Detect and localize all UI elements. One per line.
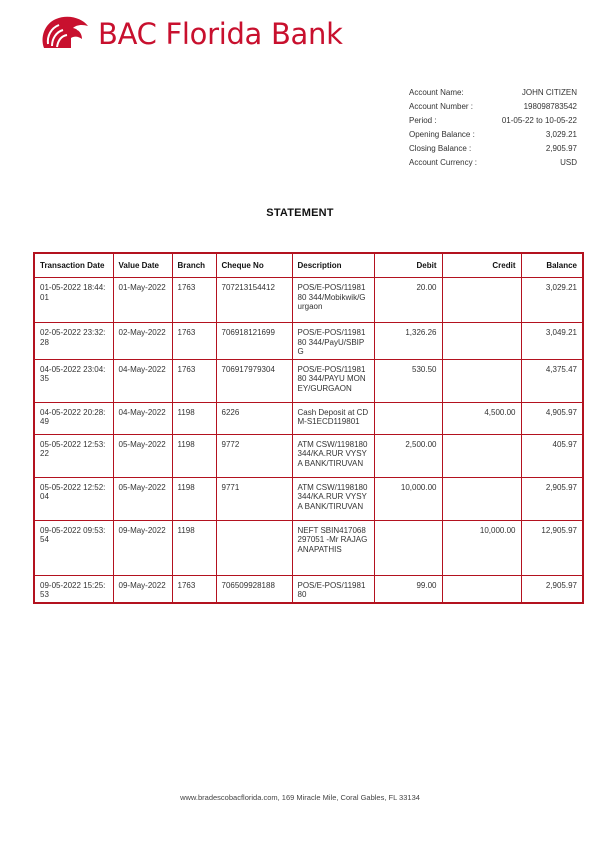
account-info-value: 01-05-22 to 10-05-22 (501, 116, 577, 125)
cell-balance: 4,905.97 (521, 402, 583, 434)
cell-transaction-date: 05-05-2022 12:53:22 (34, 434, 113, 477)
cell-debit: 2,500.00 (374, 434, 442, 477)
cell-cheque-no: 6226 (216, 402, 292, 434)
account-info-row (409, 86, 577, 100)
cell-description: ATM CSW/1198180344/KA.RUR VYSYA BANK/TIRUVAN (292, 477, 374, 520)
cell-cheque-no: 706509928188 (216, 575, 292, 603)
cell-balance: 2,905.97 (521, 575, 583, 603)
cell-description: POS/E-POS/1198180 344/PAYU MONEY/GURGAON (292, 359, 374, 402)
col-transaction-date: Transaction Date (34, 253, 113, 278)
cell-debit: 530.50 (374, 359, 442, 402)
cell-debit: 20.00 (374, 278, 442, 323)
col-branch: Branch (172, 253, 216, 278)
bank-name: BAC Florida Bank (98, 17, 343, 51)
lion-head-icon (38, 14, 92, 54)
account-info (409, 86, 577, 170)
table-row (34, 323, 583, 360)
cell-credit (442, 477, 521, 520)
cell-credit (442, 434, 521, 477)
cell-description: NEFT SBIN417068297051 -Mr RAJAGANAPATHIS (292, 520, 374, 575)
cell-cheque-no: 706917979304 (216, 359, 292, 402)
account-info-value: USD (560, 158, 577, 167)
table-row (34, 575, 583, 603)
cell-balance: 4,375.47 (521, 359, 583, 402)
cell-debit: 10,000.00 (374, 477, 442, 520)
cell-balance: 405.97 (521, 434, 583, 477)
cell-cheque-no (216, 520, 292, 575)
cell-transaction-date: 09-05-2022 15:25:53 (34, 575, 113, 603)
cell-branch: 1198 (172, 477, 216, 520)
statement-table (33, 252, 584, 604)
col-value-date: Value Date (113, 253, 172, 278)
account-info-value: 3,029.21 (545, 130, 577, 139)
cell-credit: 4,500.00 (442, 402, 521, 434)
cell-branch: 1198 (172, 434, 216, 477)
cell-branch: 1763 (172, 278, 216, 323)
cell-debit (374, 402, 442, 434)
cell-branch: 1198 (172, 402, 216, 434)
cell-balance: 3,049.21 (521, 323, 583, 360)
cell-transaction-date: 04-05-2022 23:04:35 (34, 359, 113, 402)
cell-credit (442, 359, 521, 402)
cell-debit: 1,326.26 (374, 323, 442, 360)
account-info-value: 2,905.97 (545, 144, 577, 153)
col-credit: Credit (442, 253, 521, 278)
cell-transaction-date: 01-05-2022 18:44:01 (34, 278, 113, 323)
cell-debit (374, 520, 442, 575)
account-info-value: 198098783542 (523, 102, 577, 111)
cell-transaction-date: 02-05-2022 23:32:28 (34, 323, 113, 360)
cell-balance: 3,029.21 (521, 278, 583, 323)
account-info-row (409, 156, 577, 170)
col-cheque-no: Cheque No (216, 253, 292, 278)
cell-value-date: 09-May-2022 (113, 575, 172, 603)
account-info-label: Account Currency : (409, 158, 478, 167)
account-info-row (409, 114, 577, 128)
account-info-row (409, 128, 577, 142)
account-info-row (409, 100, 577, 114)
cell-value-date: 01-May-2022 (113, 278, 172, 323)
table-row (34, 402, 583, 434)
account-info-label: Period : (409, 116, 437, 125)
table-row (34, 477, 583, 520)
col-balance: Balance (521, 253, 583, 278)
cell-value-date: 09-May-2022 (113, 520, 172, 575)
cell-value-date: 04-May-2022 (113, 359, 172, 402)
col-debit: Debit (374, 253, 442, 278)
table-row (34, 359, 583, 402)
account-info-label: Account Number : (409, 102, 474, 111)
cell-credit (442, 323, 521, 360)
cell-balance: 2,905.97 (521, 477, 583, 520)
cell-transaction-date: 04-05-2022 20:28:49 (34, 402, 113, 434)
cell-value-date: 05-May-2022 (113, 434, 172, 477)
cell-branch: 1198 (172, 520, 216, 575)
account-info-label: Closing Balance : (409, 144, 472, 153)
cell-description: POS/E-POS/1198180 344/Mobikwik/Gurgaon (292, 278, 374, 323)
cell-cheque-no: 706918121699 (216, 323, 292, 360)
account-info-label: Opening Balance : (409, 130, 475, 139)
table-row (34, 278, 583, 323)
bank-logo (38, 14, 343, 54)
cell-credit (442, 575, 521, 603)
cell-cheque-no: 707213154412 (216, 278, 292, 323)
cell-branch: 1763 (172, 323, 216, 360)
table-row (34, 434, 583, 477)
cell-description: Cash Deposit at CDM-S1ECD119801 (292, 402, 374, 434)
cell-cheque-no: 9771 (216, 477, 292, 520)
cell-branch: 1763 (172, 575, 216, 603)
footer-address: www.bradescobacflorida.com, 169 Miracle Mile, Coral Gables, FL 33134 (180, 793, 420, 802)
table-row (34, 520, 583, 575)
statement-title: STATEMENT (266, 207, 334, 219)
cell-branch: 1763 (172, 359, 216, 402)
col-description: Description (292, 253, 374, 278)
cell-transaction-date: 09-05-2022 09:53:54 (34, 520, 113, 575)
cell-description: ATM CSW/1198180344/KA.RUR VYSYA BANK/TIRUVAN (292, 434, 374, 477)
cell-transaction-date: 05-05-2022 12:52:04 (34, 477, 113, 520)
cell-credit: 10,000.00 (442, 520, 521, 575)
cell-cheque-no: 9772 (216, 434, 292, 477)
cell-value-date: 05-May-2022 (113, 477, 172, 520)
cell-credit (442, 278, 521, 323)
cell-value-date: 02-May-2022 (113, 323, 172, 360)
account-info-label: Account Name: (409, 88, 464, 97)
cell-value-date: 04-May-2022 (113, 402, 172, 434)
account-info-row (409, 142, 577, 156)
cell-description: POS/E-POS/1198180 344/PayU/SBIPG (292, 323, 374, 360)
cell-debit: 99.00 (374, 575, 442, 603)
cell-description: POS/E-POS/1198180 (292, 575, 374, 603)
table-header-row (34, 253, 583, 278)
cell-balance: 12,905.97 (521, 520, 583, 575)
account-info-value: JOHN CITIZEN (521, 88, 577, 97)
